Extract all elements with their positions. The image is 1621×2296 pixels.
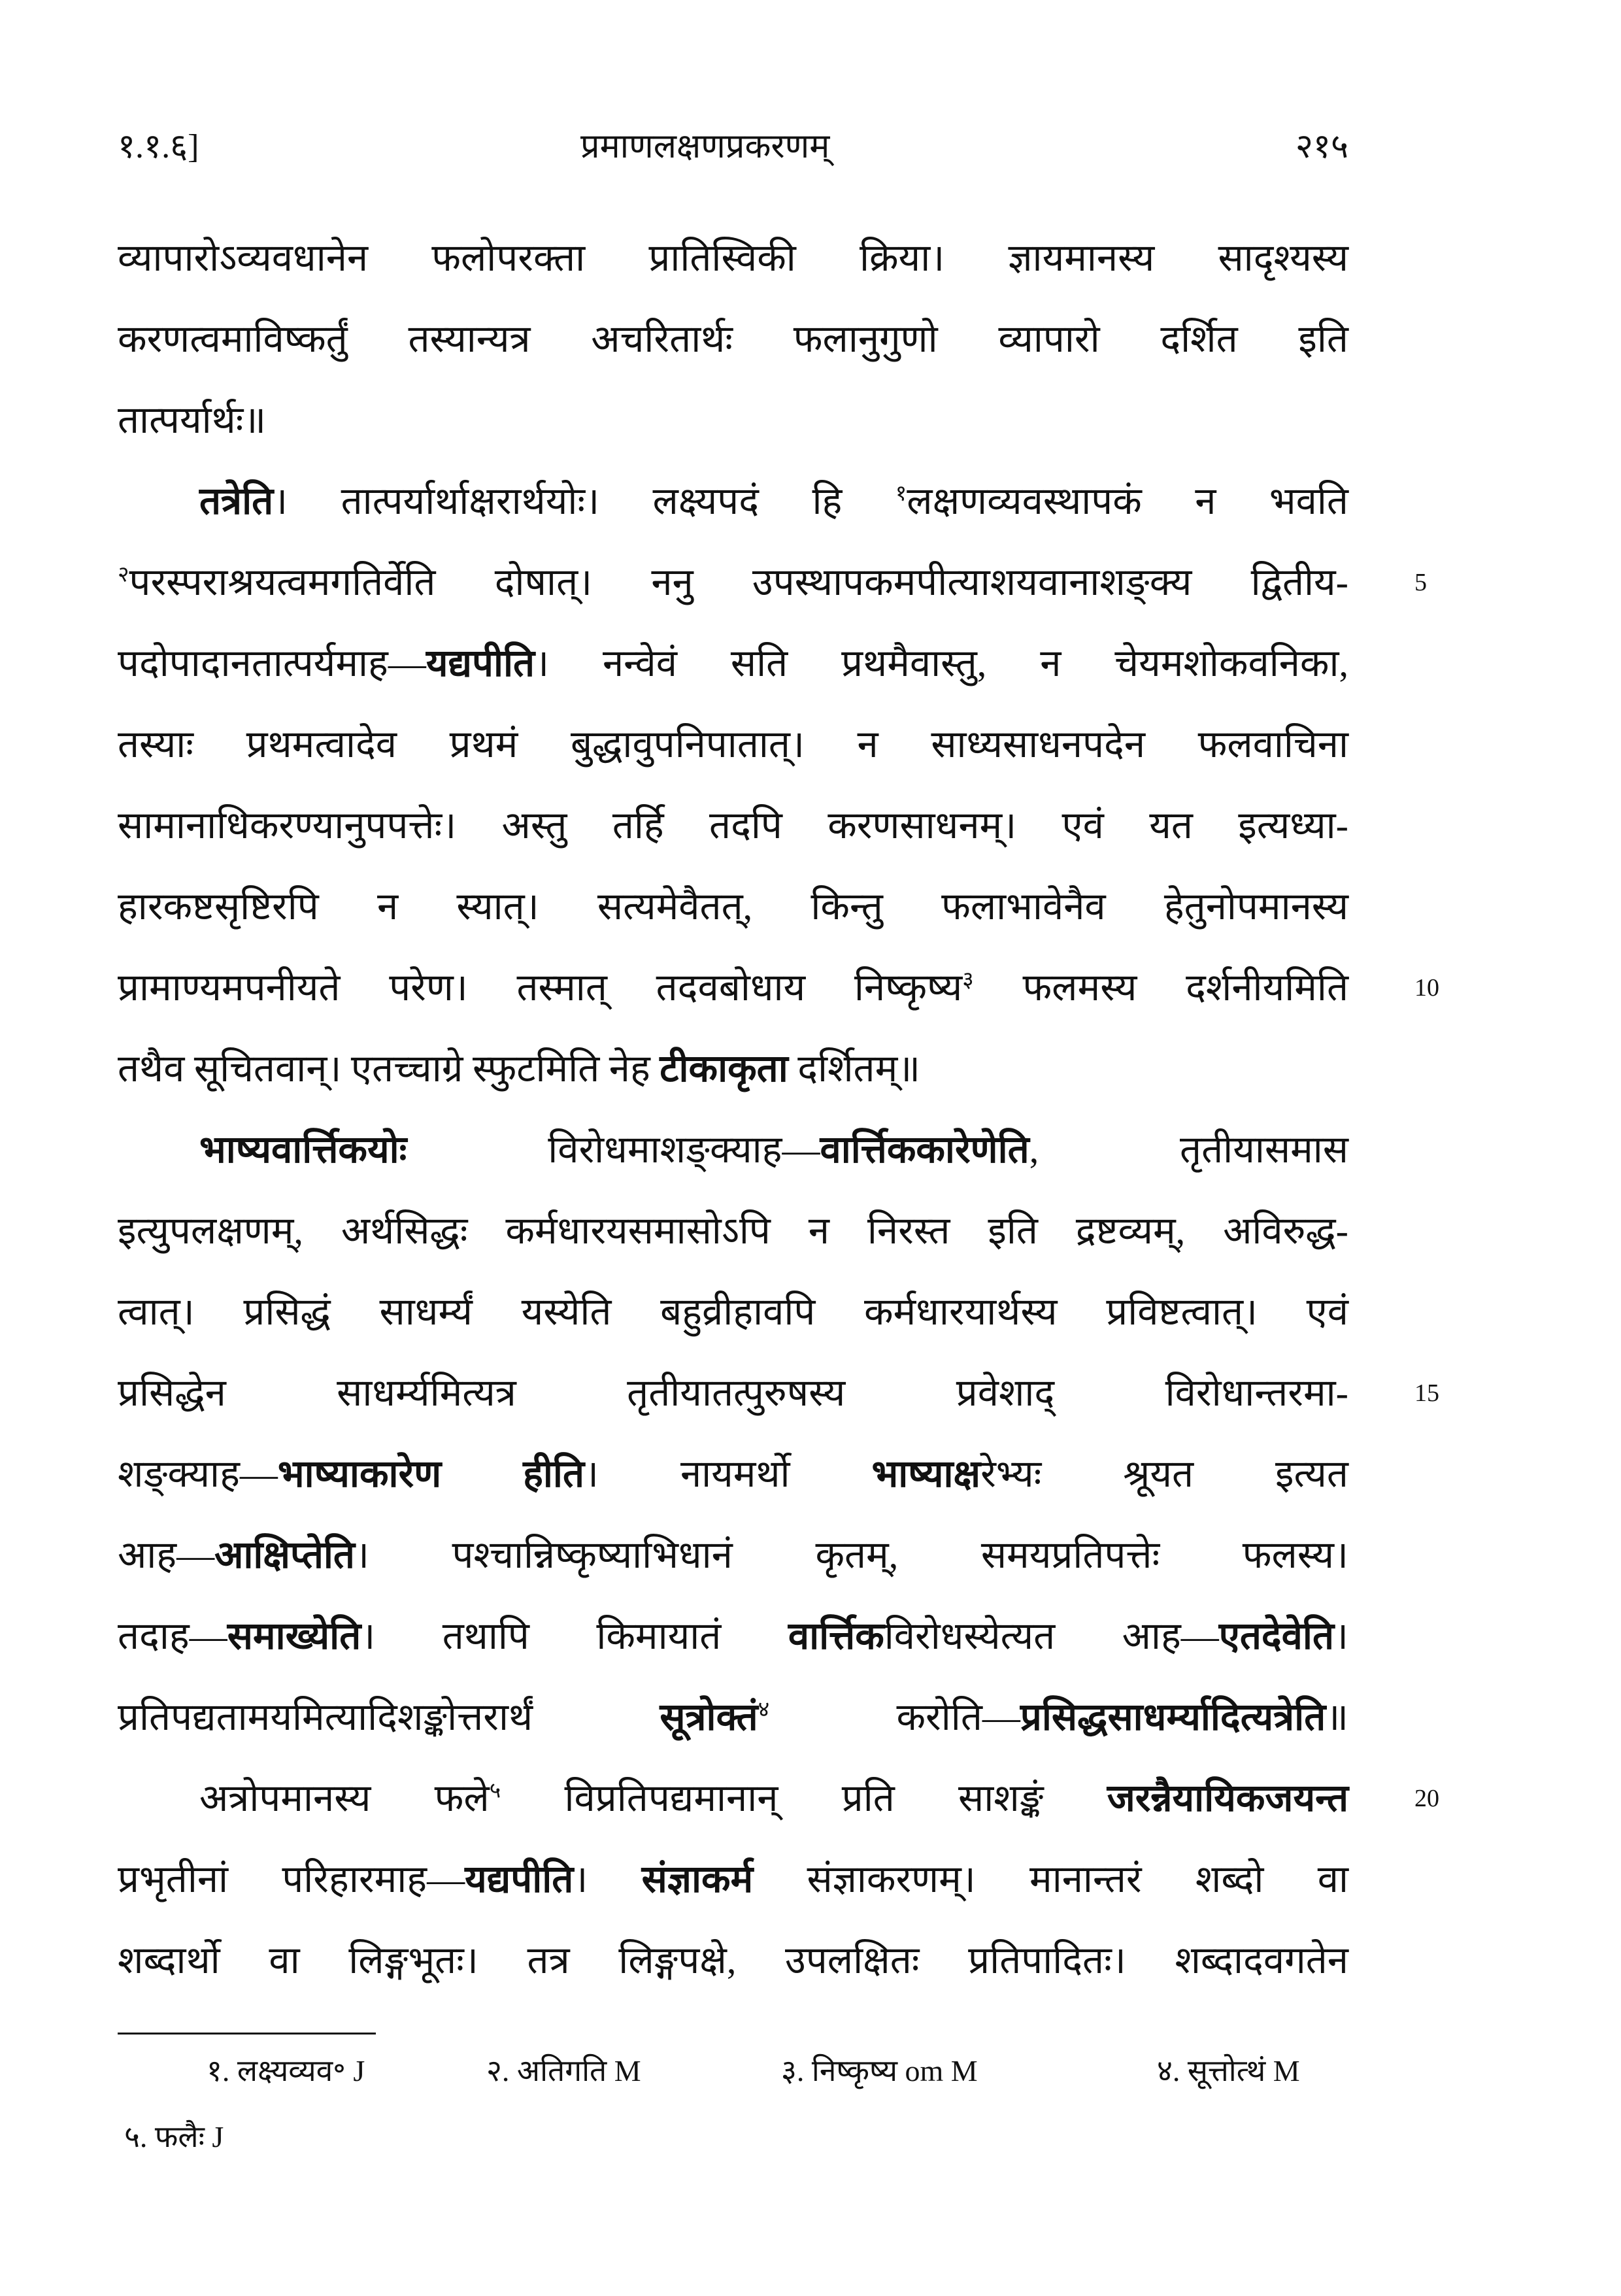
line-text (118, 785, 1348, 866)
text-segment: आह— (118, 1534, 215, 1576)
text-segment: विप्रतिपद्यमानान् प्रति साशङ्कं (501, 1777, 1107, 1819)
text-segment: पदोपादानतात्पर्यमाह— (118, 642, 426, 684)
line-number: 20 (1414, 1785, 1439, 1812)
text-segment: प्रतिपद्यतामयमित्यादिशङ्कोत्तरार्थं (118, 1696, 660, 1738)
text-segment: अत्रोपमानस्य फले (199, 1777, 490, 1819)
line-number: 5 (1414, 569, 1427, 596)
text-segment: शङ्क्याह— (118, 1453, 278, 1495)
text-line (118, 1028, 1348, 1109)
bold-term: भाष्याक्ष (871, 1453, 981, 1495)
text-segment: विरोधस्येत्यत आह— (884, 1615, 1219, 1657)
line-text (118, 623, 1348, 704)
line-text (118, 1596, 1348, 1677)
line-text (118, 299, 1348, 380)
footnote-marker: २ (118, 562, 129, 587)
text-line (118, 1515, 1348, 1596)
text-segment: शब्दार्थो वा लिङ्गभूतः। तत्र लिङ्गपक्षे, उपलक्षितः प्रतिपादितः। शब्दादवगतेन (118, 1939, 1348, 1982)
bold-term: भाष्यवार्त्तिकयोः (199, 1128, 407, 1171)
line-text (118, 1109, 1348, 1190)
main-text (118, 218, 1439, 2001)
line-text (118, 1677, 1348, 1758)
text-line (118, 1353, 1439, 1434)
footnote-marker: १ (895, 481, 907, 506)
line-text (118, 1272, 1348, 1353)
text-line (118, 1596, 1348, 1677)
text-segment: विरोधमाशङ्क्याह— (407, 1128, 820, 1171)
line-number: 10 (1414, 974, 1439, 1002)
text-segment: । नायमर्थो (584, 1453, 872, 1495)
line-text (118, 947, 1348, 1028)
bold-term: यद्यपीति (426, 642, 535, 684)
text-segment: प्रामाण्यमपनीयते परेण। तस्मात् तदवबोधाय निष्कृष्य (118, 966, 963, 1009)
text-line (118, 623, 1348, 704)
line-text (118, 1515, 1348, 1596)
text-line (118, 866, 1348, 947)
text-segment: त्वात्। प्रसिद्धं साधर्म्यं यस्येति बहुव्रीहावपि कर्मधारयार्थस्य प्रविष्टत्वात्। एवं (118, 1291, 1348, 1333)
line-text (118, 1190, 1348, 1272)
text-line (118, 1109, 1348, 1190)
footnote: ३. निष्कृष्य om M (781, 2054, 978, 2087)
text-segment: परस्पराश्रयत्वमगतिर्वेति दोषात्। ननु उपस्थापकमपीत्याशयवानाशङ्क्य द्वितीय- (129, 561, 1348, 603)
line-text (118, 1434, 1348, 1515)
page-number: २१५ (1295, 128, 1348, 165)
footnote: ४. सूत्तोत्थं M (1157, 2054, 1300, 2087)
running-title: प्रमाणलक्षणप्रकरणम् (580, 128, 830, 165)
text-line (118, 1190, 1348, 1272)
section-number: १.१.६] (118, 128, 199, 165)
text-segment: तात्पर्यार्थः॥ (118, 399, 267, 441)
text-line (118, 380, 1348, 461)
text-segment: इत्युपलक्षणम्, अर्थसिद्धः कर्मधारयसमासोऽपि न निरस्त इति द्रष्टव्यम्, अविरुद्ध- (118, 1209, 1348, 1252)
bold-term: तत्रेति (199, 480, 274, 522)
text-line (118, 218, 1348, 299)
text-line (118, 542, 1427, 623)
text-segment: प्रभृतीनां परिहारमाह— (118, 1858, 465, 1900)
line-text (118, 380, 1348, 461)
line-text (118, 1758, 1348, 1839)
line-text (118, 1353, 1348, 1434)
text-line (118, 1839, 1348, 1920)
line-text (118, 218, 1348, 299)
text-line (118, 1677, 1348, 1758)
line-number: 15 (1414, 1379, 1439, 1407)
text-segment: करोति— (769, 1696, 1020, 1738)
bold-term: समाख्येति (227, 1615, 361, 1657)
text-segment: संज्ञाकरणम्। मानान्तरं शब्दो वा (753, 1858, 1348, 1900)
footnote-marker: ३ (962, 968, 974, 992)
text-segment: । (1334, 1615, 1348, 1657)
text-segment: लक्षणव्यवस्थापकं न भवति (907, 480, 1348, 522)
bold-term: वार्त्तिक (788, 1615, 884, 1657)
text-segment: तस्याः प्रथमत्वादेव प्रथमं बुद्धावुपनिपातात्। न साध्यसाधनपदेन फलवाचिना (118, 723, 1348, 766)
text-segment: व्यापारोऽव्यवधानेन फलोपरक्ता प्रातिस्विकी क्रिया। ज्ञायमानस्य सादृश्यस्य (118, 237, 1348, 279)
bold-term: एतदेवेति (1218, 1615, 1335, 1657)
text-segment: ॥ (1326, 1696, 1349, 1738)
bold-term: सूत्रोक्तं (660, 1696, 758, 1738)
footnote-marker: ५ (489, 1778, 501, 1803)
text-segment: । तात्पर्यार्थाक्षरार्थयोः। लक्ष्यपदं हि (273, 480, 895, 522)
text-segment: फलमस्य दर्शनीयमिति (973, 966, 1348, 1009)
bold-term: वार्त्तिककारेणेति (820, 1128, 1029, 1171)
text-line (118, 1272, 1348, 1353)
line-text (118, 1839, 1348, 1920)
bold-term: आक्षिप्तेति (214, 1534, 355, 1576)
bold-term: संज्ञाकर्म (641, 1858, 754, 1900)
text-segment: । (573, 1858, 642, 1900)
bold-term: टीकाकृता (660, 1047, 788, 1090)
line-text (118, 1028, 1348, 1109)
line-text (118, 866, 1348, 947)
text-line (118, 1920, 1348, 2001)
footnote: ५. फलैः J (124, 2120, 224, 2153)
text-segment: । पश्चान्निष्कृष्याभिधानं कृतम्, समयप्रतिपत्तेः फलस्य। (354, 1534, 1348, 1576)
text-segment: दर्शितम्॥ (788, 1047, 920, 1090)
bold-term: प्रसिद्धसाधर्म्यादित्यत्रेति (1020, 1696, 1326, 1738)
text-segment: तदाह— (118, 1615, 227, 1657)
text-line (118, 299, 1348, 380)
text-line (118, 947, 1439, 1028)
line-text (118, 1920, 1348, 2001)
text-line (118, 461, 1348, 542)
text-line (118, 1434, 1348, 1515)
text-line (118, 1758, 1439, 1839)
text-segment: , तृतीयासमास (1029, 1128, 1348, 1171)
footnote: १. लक्ष्यव्यव॰ J (207, 2054, 365, 2087)
bold-term: यद्यपीति (465, 1858, 574, 1900)
text-line (118, 785, 1348, 866)
bold-term: भाष्याकारेण हीति (277, 1453, 585, 1495)
footnote-marker: ४ (758, 1697, 770, 1722)
text-segment: प्रसिद्धेन साधर्म्यमित्यत्र तृतीयातत्पुरुषस्य प्रवेशाद् विरोधान्तरमा- (118, 1372, 1348, 1414)
footnote-rule (118, 2033, 376, 2034)
bold-term: जरन्नैयायिकजयन्त (1107, 1777, 1349, 1819)
text-segment: तथैव सूचितवान्। एतच्चाग्रे स्फुटमिति नेह (118, 1047, 660, 1090)
text-segment: हारकष्टसृष्टिरपि न स्यात्। सत्यमेवैतत्, किन्तु फलाभावेनैव हेतुनोपमानस्य (118, 885, 1348, 928)
line-text (118, 704, 1348, 785)
line-text (118, 461, 1348, 542)
text-segment: करणत्वमाविष्कर्तुं तस्यान्यत्र अचरितार्थः फलानुगुणो व्यापारो दर्शित इति (118, 318, 1348, 360)
line-text (118, 542, 1348, 623)
text-segment: रेभ्यः श्रूयत इत्यत (980, 1453, 1348, 1495)
text-line (118, 704, 1348, 785)
footnote: २. अतिगति M (486, 2054, 641, 2087)
text-segment: । नन्वेवं सति प्रथमैवास्तु, न चेयमशोकवनिका, (535, 642, 1348, 684)
text-segment: सामानाधिकरण्यानुपपत्तेः। अस्तु तर्हि तदपि करणसाधनम्। एवं यत इत्यध्या- (118, 804, 1348, 847)
text-segment: । तथापि किमायातं (361, 1615, 788, 1657)
